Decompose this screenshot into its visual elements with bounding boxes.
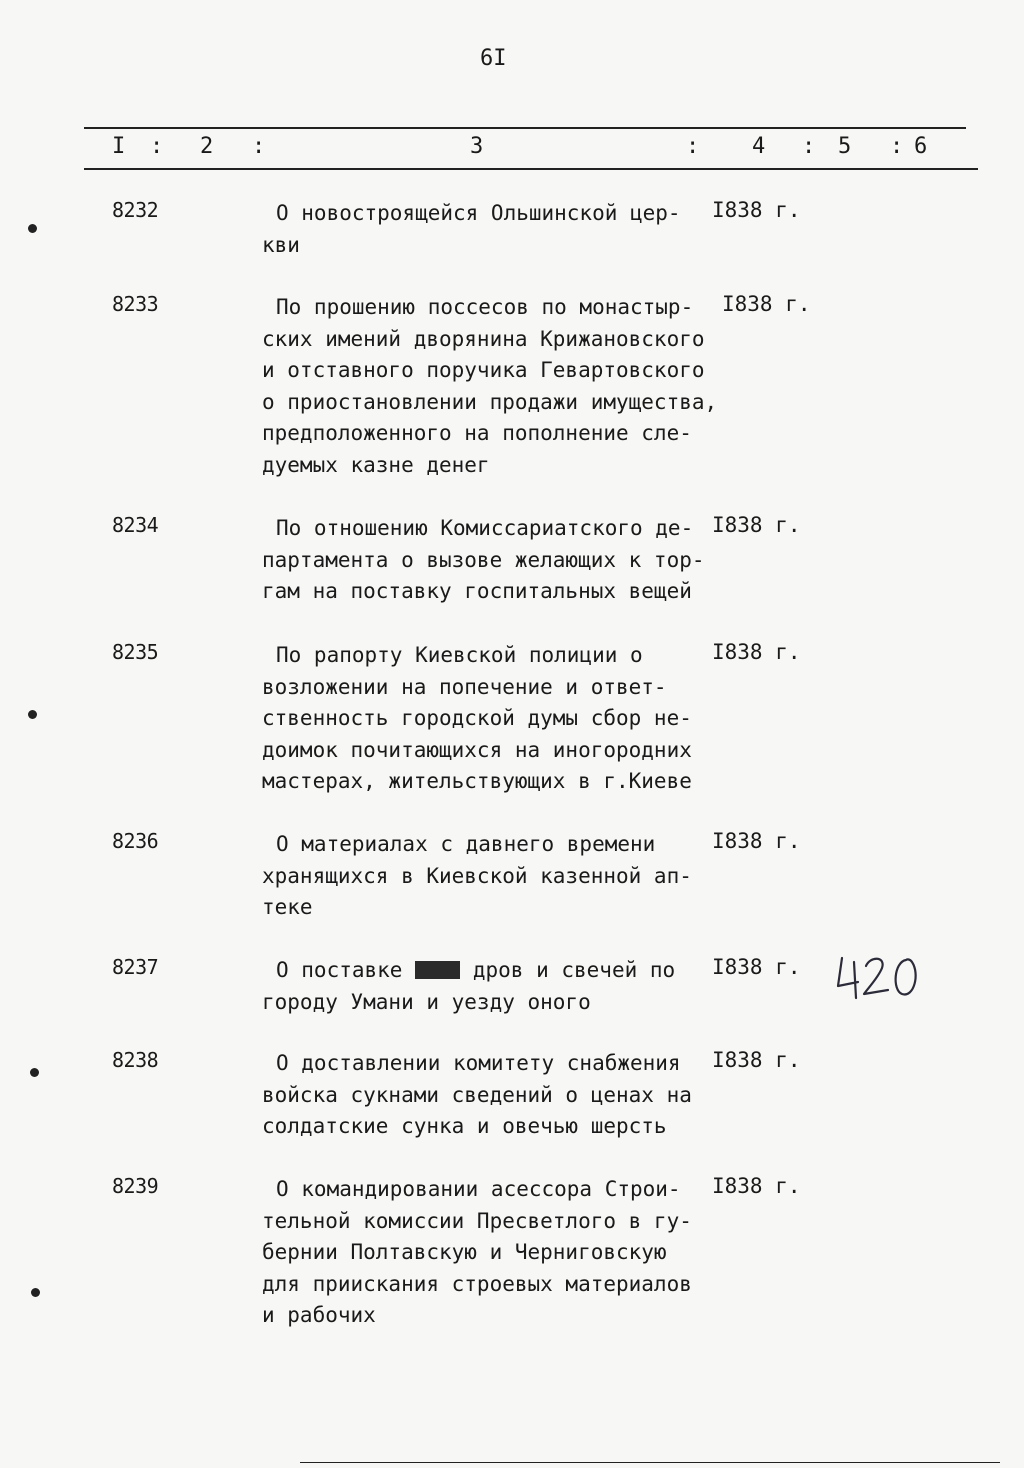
handwritten-note (834, 952, 924, 1002)
punch-hole (30, 1068, 39, 1077)
record-title: О командировании асессора Строи- тельной комиссии Пресветлого в гу- бернии Полтавскую и Черниговскую для приискания строевых материалов и рабочих (262, 1177, 692, 1327)
record-year: I838 г. (712, 829, 801, 853)
record-title: О материалах с давнего времени хранящихся в Киевской казенной ап- теке (262, 832, 692, 919)
column-header-2: 2 (200, 134, 214, 159)
header-rule-top (84, 127, 966, 129)
column-header-6: 6 (914, 134, 928, 159)
record-number: 8237 (112, 955, 159, 979)
record-year: I838 г. (722, 292, 811, 316)
column-header-3: 3 (470, 134, 484, 159)
column-separator: : (890, 134, 904, 159)
punch-hole (28, 224, 37, 233)
header-rule-bottom (84, 168, 978, 170)
record-number: 8235 (112, 640, 159, 664)
record-year: I838 г. (712, 1174, 801, 1198)
column-separator: : (252, 134, 266, 159)
column-header-1: I (112, 134, 126, 159)
record-number: 8232 (112, 198, 159, 222)
record-year: I838 г. (712, 1048, 801, 1072)
record-number: 8238 (112, 1048, 159, 1072)
column-separator: : (150, 134, 164, 159)
column-header-5: 5 (838, 134, 852, 159)
record-year: I838 г. (712, 955, 801, 979)
record-number: 8236 (112, 829, 159, 853)
record-year: I838 г. (712, 640, 801, 664)
record-year: I838 г. (712, 198, 801, 222)
record-title: О доставлении комитету снабжения войска сукнами сведений о ценах на солдатские сунка и овечью шерсть (262, 1051, 692, 1138)
record-title: По рапорту Киевской полиции о возложении на попечение и ответ- ственность городской думы сбор не- доимок почитающихся на иногородних мастерах, жительствующих в г.Киеве (262, 643, 692, 793)
record-number: 8234 (112, 513, 159, 537)
record-title: По отношению Комиссариатского де- партамента о вызове желающих к тор- гам на поставку госпитальных вещей (262, 516, 705, 603)
record-title: О новостроящейся Ольшинской цер- кви (262, 201, 681, 257)
record-title: По прошению поссесов по монастыр- ских имений дворянина Крижановского и отставного поручика Гевартовского о приостановлении продажи имущества, предположенного на пополнение сле- дуемых казне денег (262, 295, 718, 477)
record-number: 8233 (112, 292, 159, 316)
column-separator: : (686, 134, 700, 159)
punch-hole (31, 1288, 40, 1297)
punch-hole (28, 710, 37, 719)
column-separator: : (802, 134, 816, 159)
record-number: 8239 (112, 1174, 159, 1198)
struck-out-word: дрова (415, 961, 461, 980)
column-header-4: 4 (752, 134, 766, 159)
record-year: I838 г. (712, 513, 801, 537)
record-title: О поставке дрова дров и свечей по городу Умани и уезду оного (262, 958, 676, 1014)
footer-rule (300, 1462, 1000, 1463)
page-number: 6I (480, 46, 507, 71)
